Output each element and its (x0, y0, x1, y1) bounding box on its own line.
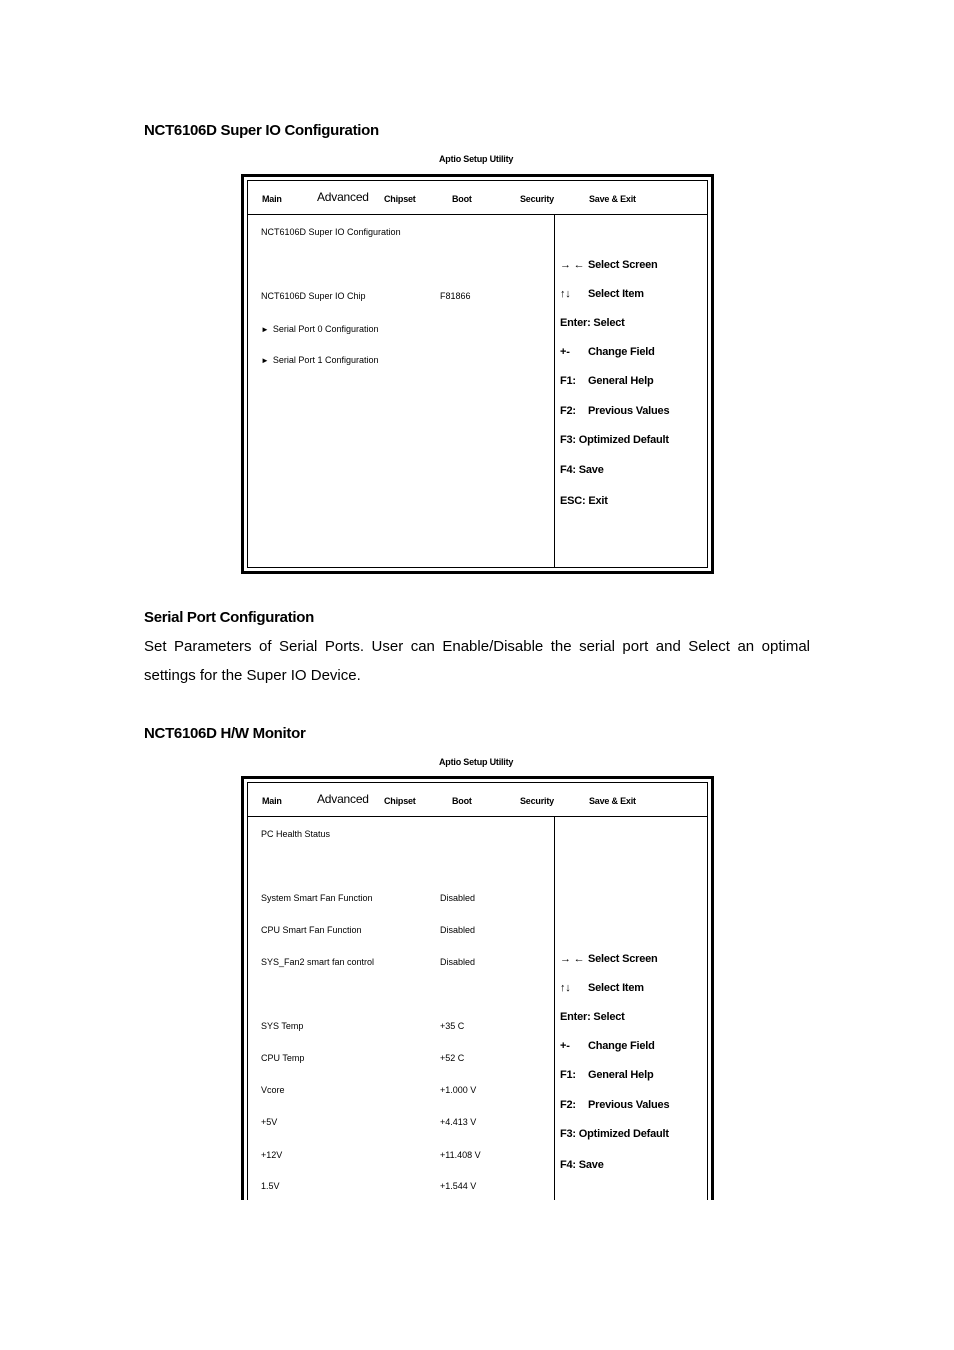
screen-header: NCT6106D Super IO Configuration (261, 227, 401, 237)
utility-label: Aptio Setup Utility (439, 757, 514, 767)
section-title-hw-monitor: NCT6106D H/W Monitor (144, 725, 306, 742)
submenu-serial-port-1[interactable] (261, 355, 378, 365)
reading-12v: +12V (261, 1150, 283, 1160)
reading-1-5v: 1.5V (261, 1181, 280, 1191)
menu-save-exit[interactable]: Save & Exit (589, 194, 636, 204)
help-optimized-default: F3: Optimized Default (560, 1128, 669, 1140)
bios-screen-super-io (241, 174, 714, 574)
bios-screen-hw-monitor (241, 776, 714, 1200)
reading-value: +1.000 V (440, 1085, 477, 1095)
help-previous-values: F2: Previous Values (560, 1099, 670, 1111)
help-enter-select: Enter: Select (560, 1011, 625, 1023)
setting-value[interactable]: Disabled (440, 925, 476, 935)
menu-chipset[interactable]: Chipset (384, 796, 416, 806)
setting-cpu-smart-fan[interactable]: CPU Smart Fan Function (261, 925, 362, 935)
screen-header: PC Health Status (261, 829, 331, 839)
utility-label: Aptio Setup Utility (439, 154, 514, 164)
submenu-label: Serial Port 0 Configuration (272, 324, 379, 334)
section-title-super-io: NCT6106D Super IO Configuration (144, 122, 379, 139)
setting-super-io-chip[interactable]: NCT6106D Super IO Chip (261, 291, 366, 301)
bios-screen-inner (247, 180, 708, 568)
menu-security[interactable]: Security (520, 796, 554, 806)
menu-main[interactable]: Main (262, 194, 282, 204)
setting-value[interactable]: Disabled (440, 957, 476, 967)
reading-cpu-temp: CPU Temp (261, 1053, 305, 1063)
help-select-item: ↑↓ Select Item (560, 982, 644, 994)
menu-advanced[interactable]: Advanced (317, 792, 369, 806)
submenu-label: Serial Port 1 Configuration (272, 355, 379, 365)
reading-value: +11.408 V (440, 1150, 481, 1160)
help-enter-select: Enter: Select (560, 317, 625, 329)
help-optimized-default: F3: Optimized Default (560, 434, 669, 446)
reading-sys-temp: SYS Temp (261, 1021, 304, 1031)
submenu-serial-port-0[interactable] (261, 324, 378, 334)
menu-save-exit[interactable]: Save & Exit (589, 796, 636, 806)
menu-bar (248, 181, 707, 215)
menu-advanced[interactable]: Advanced (317, 190, 369, 204)
reading-value: +35 C (440, 1021, 465, 1031)
menu-main[interactable]: Main (262, 796, 282, 806)
menu-security[interactable]: Security (520, 194, 554, 204)
setting-system-smart-fan[interactable]: System Smart Fan Function (261, 893, 373, 903)
menu-bar (248, 783, 707, 817)
setting-value[interactable]: Disabled (440, 893, 476, 903)
serial-port-description: Set Parameters of Serial Ports. User can Enable/Disable the serial port and Select an optimal settings for the Super IO Device. (144, 638, 810, 684)
panel-divider (554, 816, 555, 1200)
menu-boot[interactable]: Boot (452, 796, 472, 806)
reading-vcore: Vcore (261, 1085, 285, 1095)
help-select-screen: → ← Select Screen (560, 259, 658, 271)
reading-value: +1.544 V (440, 1181, 477, 1191)
help-general-help: F1: General Help (560, 1069, 654, 1081)
submenu-arrow-icon: ► (261, 325, 269, 334)
setting-sys-fan2-control[interactable]: SYS_Fan2 smart fan control (261, 957, 375, 967)
help-select-item: ↑↓ Select Item (560, 288, 644, 300)
bios-screen-inner (247, 782, 708, 1200)
reading-value: +4.413 V (440, 1117, 477, 1127)
menu-boot[interactable]: Boot (452, 194, 472, 204)
reading-value: +52 C (440, 1053, 465, 1063)
reading-5v: +5V (261, 1117, 278, 1127)
help-previous-values: F2: Previous Values (560, 405, 670, 417)
section-title-serial-port: Serial Port Configuration (144, 609, 315, 626)
help-select-screen: → ← Select Screen (560, 953, 658, 965)
submenu-arrow-icon: ► (261, 356, 269, 365)
help-change-field: +- Change Field (560, 1040, 655, 1052)
panel-divider (554, 214, 555, 567)
setting-super-io-chip-value: F81866 (440, 291, 471, 301)
help-change-field: +- Change Field (560, 346, 655, 358)
help-exit: ESC: Exit (560, 495, 608, 507)
help-save: F4: Save (560, 464, 604, 476)
help-general-help: F1: General Help (560, 375, 654, 387)
menu-chipset[interactable]: Chipset (384, 194, 416, 204)
help-save: F4: Save (560, 1159, 604, 1171)
